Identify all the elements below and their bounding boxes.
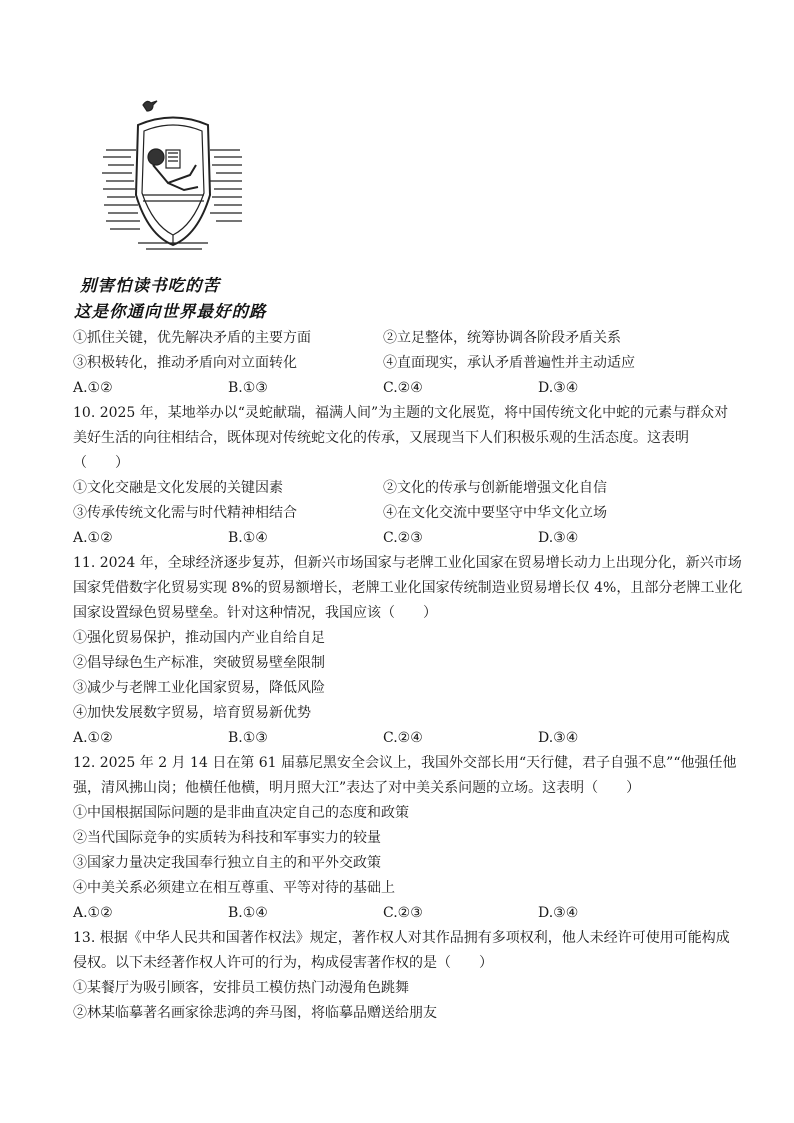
q12-item-1: ①中国根据国际问题的是非曲直决定自己的态度和政策	[73, 805, 409, 821]
caption-line-1: 别害怕读书吃的苦	[80, 276, 220, 295]
q10-answer-a[interactable]: A.①②	[73, 530, 113, 546]
q12-answer-d[interactable]: D.③④	[538, 905, 579, 921]
q10-item-4: ④在文化交流中要坚守中华文化立场	[383, 505, 607, 521]
q11-answer-c[interactable]: C.②④	[383, 730, 423, 746]
q12-item-4: ④中美关系必须建立在相互尊重、平等对待的基础上	[73, 880, 395, 896]
q9-item-2: ②立足整体，统筹协调各阶段矛盾关系	[383, 330, 621, 346]
q10-stem-line-2: 美好生活的向往相结合，既体现对传统蛇文化的传承，又展现当下人们积极乐观的生活态度。这表明	[73, 430, 689, 446]
q12-answer-a[interactable]: A.①②	[73, 905, 113, 921]
q10-item-3: ③传承传统文化需与时代精神相结合	[73, 505, 297, 521]
q9-answer-c[interactable]: C.②④	[383, 380, 423, 396]
q9-answer-d[interactable]: D.③④	[538, 380, 579, 396]
q13-item-2: ②林某临摹著名画家徐悲鸿的奔马图，将临摹品赠送给朋友	[73, 1005, 437, 1021]
q11-item-3: ③减少与老牌工业化国家贸易，降低风险	[73, 680, 325, 696]
caption-line-2: 这是你通向世界最好的路	[74, 302, 267, 321]
q10-answer-c[interactable]: C.②③	[383, 530, 423, 546]
q10-answer-b[interactable]: B.①④	[228, 530, 268, 546]
q11-stem-line-2: 国家凭借数字化贸易实现 8%的贸易额增长，老牌工业化国家传统制造业贸易增长仅 4%，且部分老牌工业化	[73, 580, 743, 596]
q11-item-1: ①强化贸易保护，推动国内产业自给自足	[73, 630, 325, 646]
q9-item-1: ①抓住关键，优先解决矛盾的主要方面	[73, 330, 311, 346]
q11-item-4: ④加快发展数字贸易，培育贸易新优势	[73, 705, 311, 721]
q10-item-2: ②文化的传承与创新能增强文化自信	[383, 480, 607, 496]
q13-stem-line-1: 13. 根据《中华人民共和国著作权法》规定，著作权人对其作品拥有多项权利，他人未经许可使用可能构成	[73, 930, 730, 946]
q9-item-4: ④直面现实，承认矛盾普遍性并主动适应	[383, 355, 635, 371]
q11-answer-a[interactable]: A.①②	[73, 730, 113, 746]
q11-stem-line-1: 11. 2024 年，全球经济逐步复苏，但新兴市场国家与老牌工业化国家在贸易增长动力上出现分化，新兴市场	[73, 555, 742, 571]
q12-answer-b[interactable]: B.①④	[228, 905, 268, 921]
q10-answer-d[interactable]: D.③④	[538, 530, 579, 546]
q12-answer-c[interactable]: C.②③	[383, 905, 423, 921]
q12-item-3: ③国家力量决定我国奉行独立自主的和平外交政策	[73, 855, 381, 871]
q10-item-1: ①文化交融是文化发展的关键因素	[73, 480, 283, 496]
q12-item-2: ②当代国际竞争的实质转为科技和军事实力的较量	[73, 830, 381, 846]
q9-answer-b[interactable]: B.①③	[228, 380, 268, 396]
q12-stem-line-2: 强，清风拂山岗；他横任他横，明月照大江”表达了对中美关系问题的立场。这表明（ ）	[73, 780, 641, 796]
q10-stem-line-3: （ ）	[73, 455, 129, 471]
q13-stem-line-2: 侵权。以下未经著作权人许可的行为，构成侵害著作权的是（ ）	[73, 955, 493, 971]
q9-item-3: ③积极转化，推动矛盾向对立面转化	[73, 355, 297, 371]
q11-item-2: ②倡导绿色生产标准，突破贸易壁垒限制	[73, 655, 325, 671]
boat-reading-illustration	[98, 95, 248, 255]
q11-answer-d[interactable]: D.③④	[538, 730, 579, 746]
q9-answer-a[interactable]: A.①②	[73, 380, 113, 396]
q13-item-1: ①某餐厅为吸引顾客，安排员工模仿热门动漫角色跳舞	[73, 980, 409, 996]
q12-stem-line-1: 12. 2025 年 2 月 14 日在第 61 届慕尼黑安全会议上，我国外交部长用“天行健，君子自强不息”“他强任他	[73, 755, 737, 771]
q11-stem-line-3: 国家设置绿色贸易壁垒。针对这种情况，我国应该（ ）	[73, 605, 437, 621]
q10-stem-line-1: 10. 2025 年，某地举办以“灵蛇献瑞，福满人间”为主题的文化展览，将中国传统文化中蛇的元素与群众对	[73, 405, 729, 421]
q11-answer-b[interactable]: B.①③	[228, 730, 268, 746]
